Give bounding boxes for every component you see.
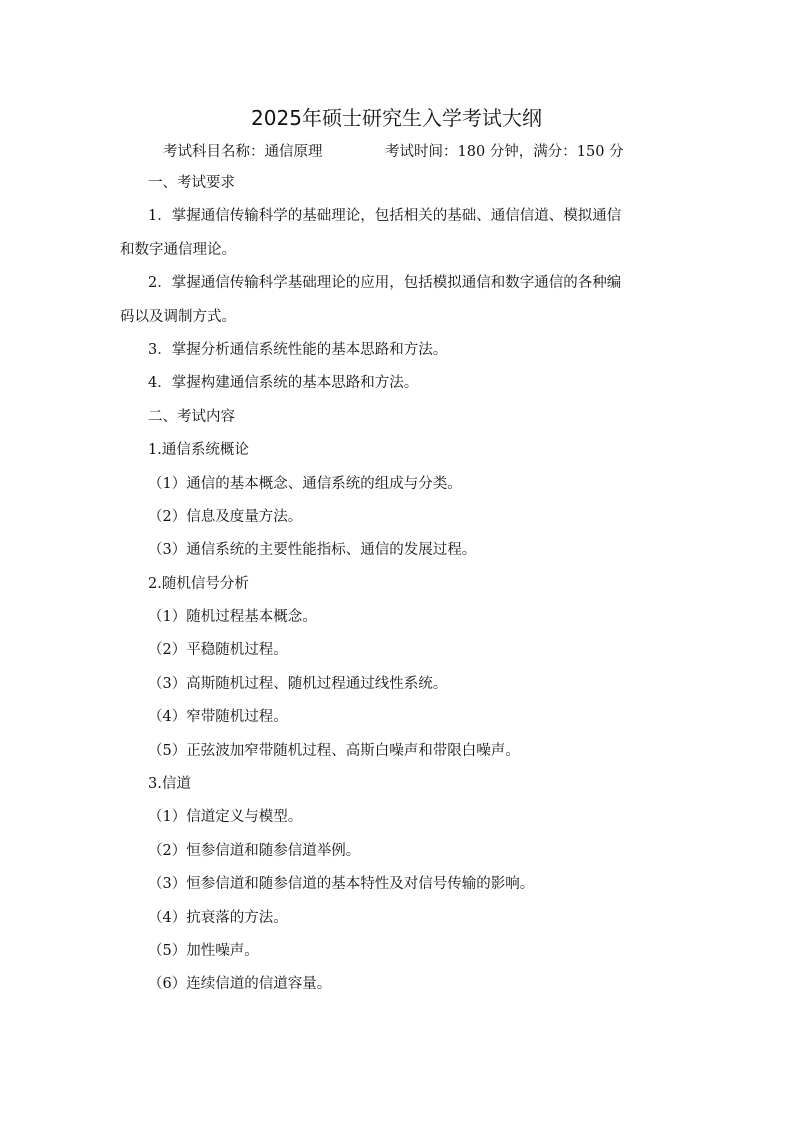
document-body <box>120 167 680 1002</box>
text-line: 1．掌握通信传输科学的基础理论，包括相关的基础、通信信道、模拟通信 <box>148 208 622 225</box>
text-line: 3．掌握分析通信系统性能的基本思路和方法。 <box>148 341 448 358</box>
text-line: （6）连续信道的信道容量。 <box>148 976 332 993</box>
text-line: 二、考试内容 <box>148 408 235 425</box>
text-line: 码以及调制方式。 <box>120 308 236 325</box>
text-line: （3）恒参信道和随参信道的基本特性及对信号传输的影响。 <box>148 876 535 893</box>
text-line: 1.通信系统概论 <box>148 442 249 459</box>
exam-info: 考试时间：180 分钟，满分：150 分 <box>385 144 624 160</box>
text-line: （1）信道定义与模型。 <box>148 809 303 826</box>
document-title: 2025年硕士研究生入学考试大纲 <box>251 106 542 130</box>
text-line: 一、考试要求 <box>148 175 235 191</box>
text-line: （2）平稳随机过程。 <box>148 642 288 659</box>
text-line: 3.信道 <box>148 776 191 793</box>
text-line: （1）通信的基本概念、通信系统的组成与分类。 <box>148 475 462 492</box>
text-line: 4．掌握构建通信系统的基本思路和方法。 <box>148 375 419 392</box>
text-line: （4）抗衰落的方法。 <box>148 909 288 926</box>
text-line: （5）正弦波加窄带随机过程、高斯白噪声和带限白噪声。 <box>148 742 520 759</box>
text-line: （3）高斯随机过程、随机过程通过线性系统。 <box>148 675 448 692</box>
text-line: （2）信息及度量方法。 <box>148 508 303 525</box>
exam-subject: 考试科目名称：通信原理 <box>163 144 323 160</box>
text-line: （2）恒参信道和随参信道举例。 <box>148 842 361 859</box>
text-line: （4）窄带随机过程。 <box>148 709 288 726</box>
text-line: （1）随机过程基本概念。 <box>148 609 317 626</box>
text-line: （3）通信系统的主要性能指标、通信的发展过程。 <box>148 542 477 559</box>
text-line: 2.随机信号分析 <box>148 575 249 592</box>
text-line: 和数字通信理论。 <box>120 241 236 258</box>
text-line: 2．掌握通信传输科学基础理论的应用，包括模拟通信和数字通信的各种编 <box>148 275 622 292</box>
text-line: （5）加性噪声。 <box>148 942 259 959</box>
